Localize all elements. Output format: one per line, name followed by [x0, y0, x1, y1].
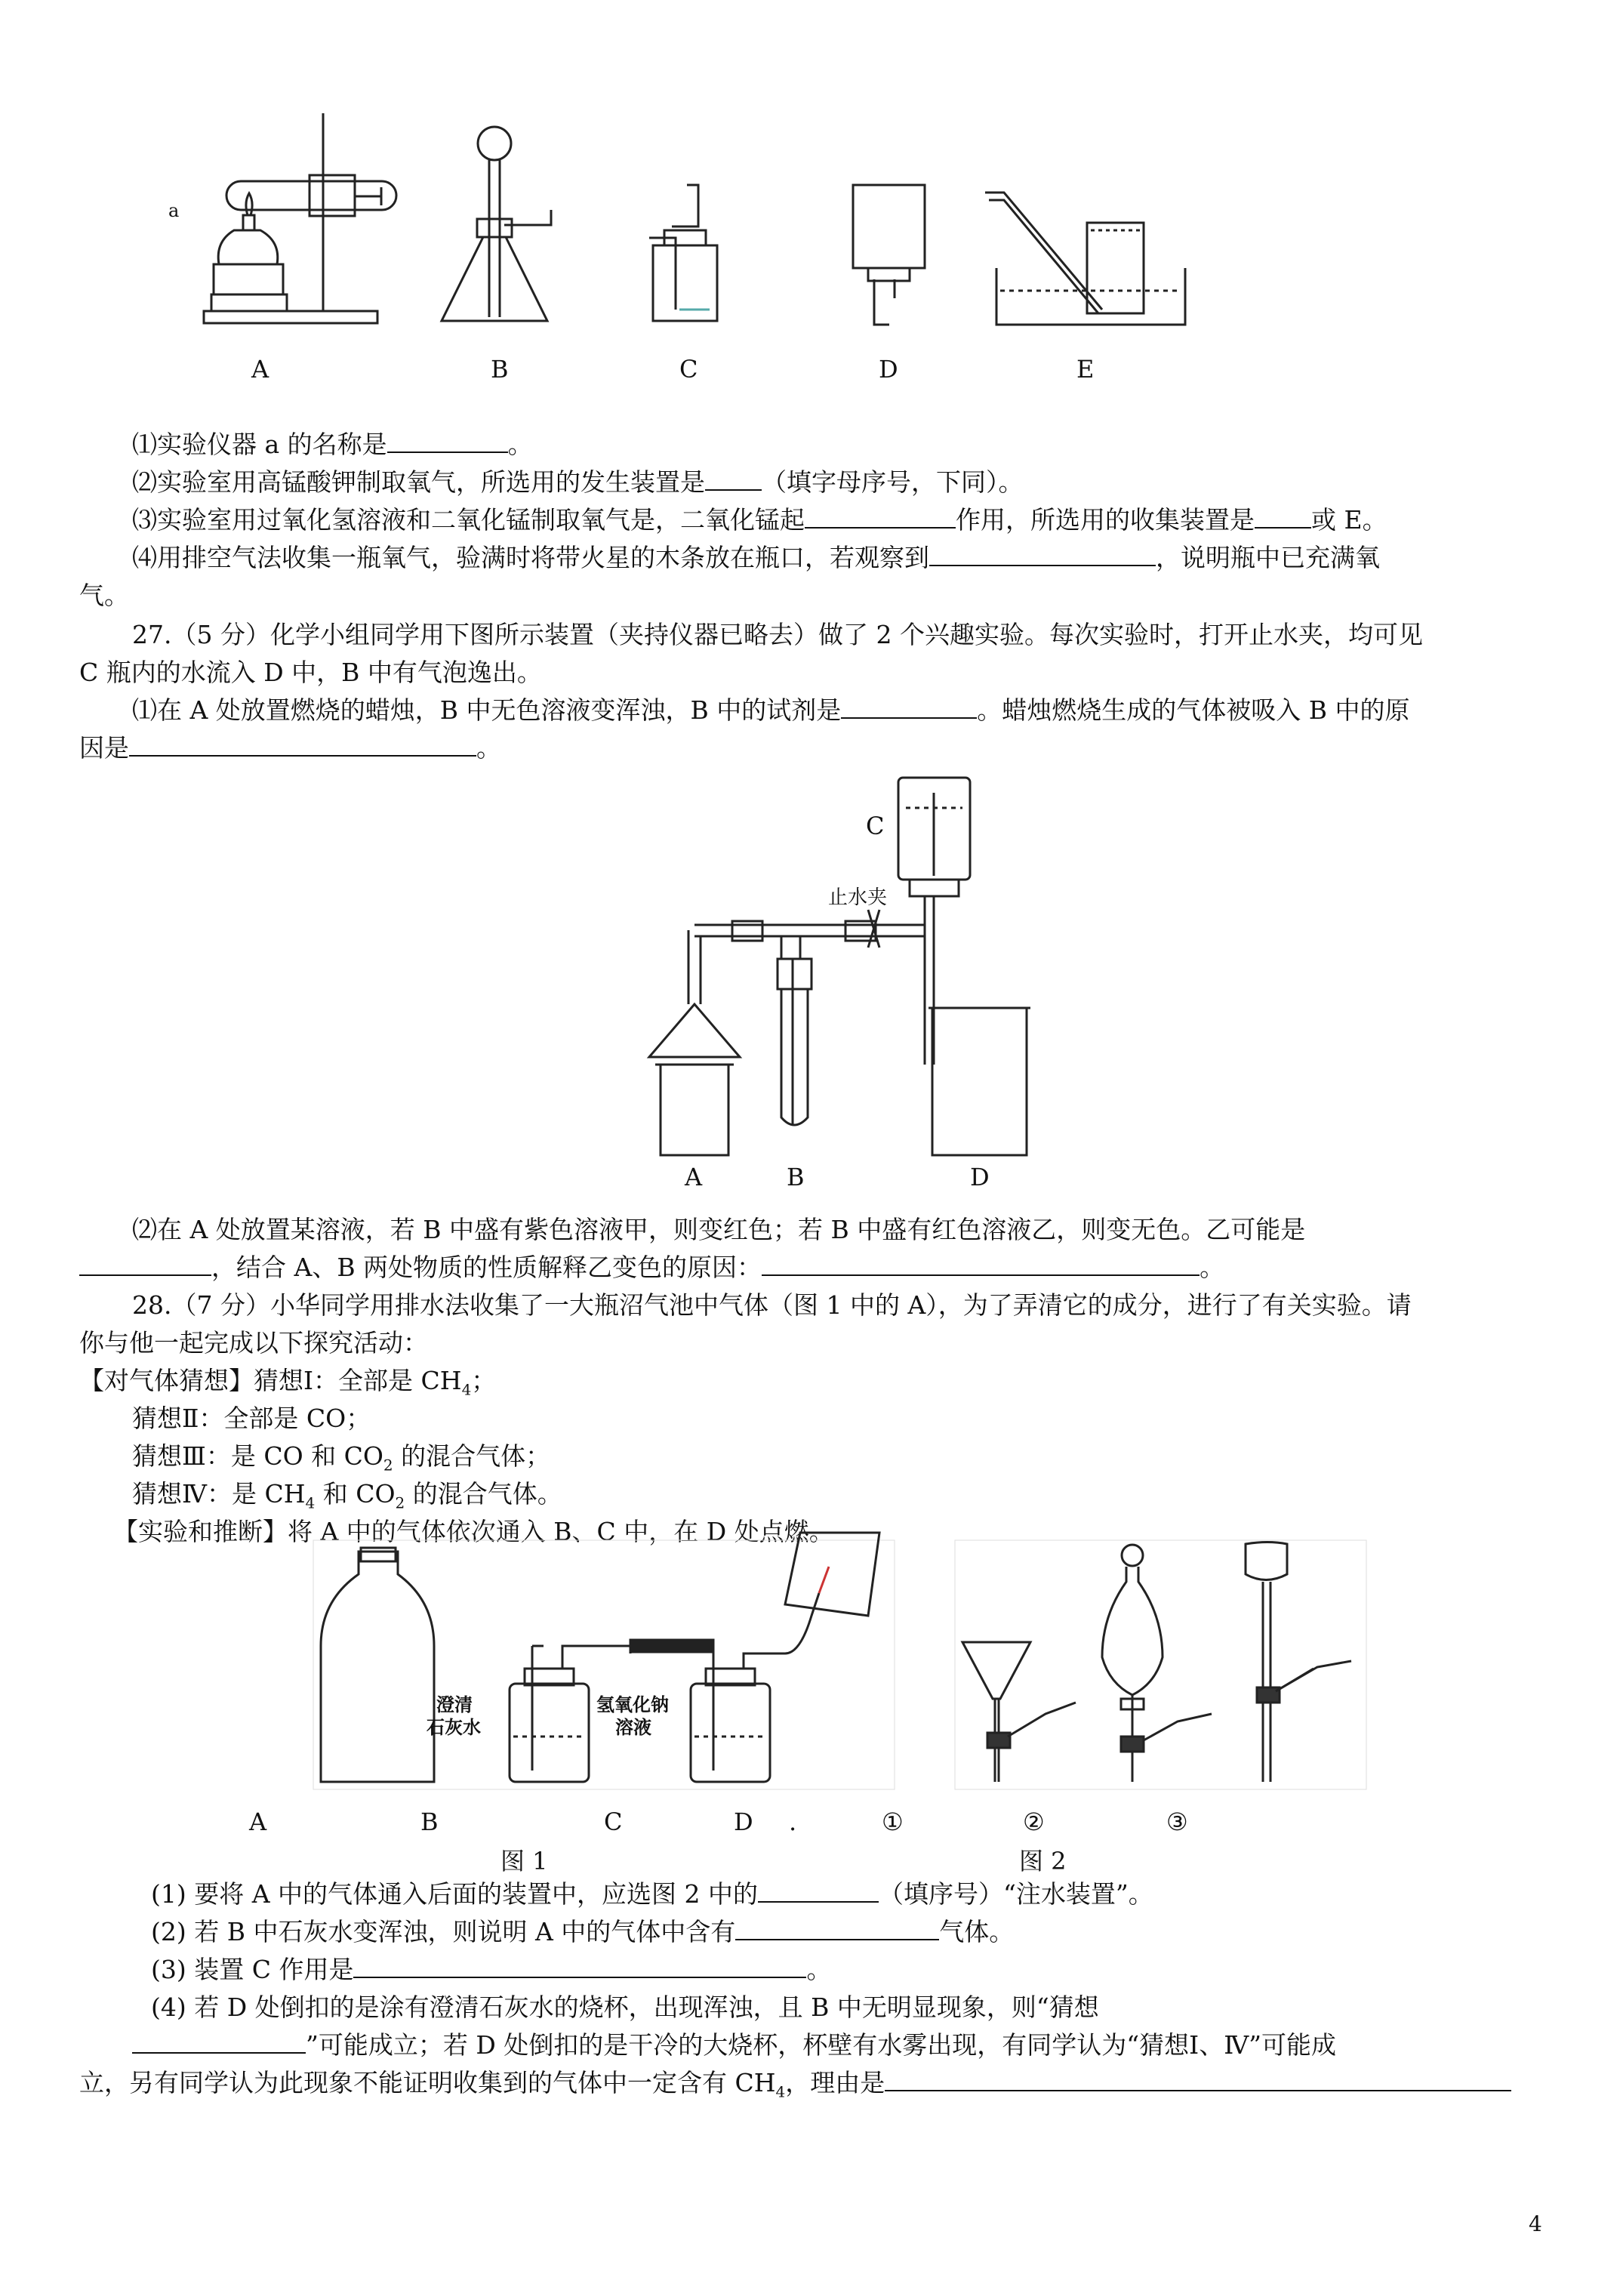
q28-sub4-line3: [79, 2067, 1511, 2108]
q28-guess-3-text: 猜想Ⅲ：是 CO 和 CO: [132, 1441, 383, 1471]
apparatus-label: C: [679, 355, 698, 384]
answer-blank[interactable]: [132, 2029, 306, 2054]
q28-guess-1-end: ；: [471, 1366, 497, 1395]
q28-fig1-label-a: A: [249, 1808, 267, 1836]
q26-sub2-text: ⑵实验室用高锰酸钾制取氧气，所选用的发生装置是: [132, 467, 705, 497]
apparatus-label: E: [1076, 355, 1095, 384]
q27-sub1-cont-end: 。: [476, 733, 501, 763]
q28-intro-1: 28.（7 分）小华同学用排水法收集了一大瓶沼气池中气体（图 1 中的 A），为了弄清它的成分，进行了有关实验。请: [132, 1290, 1412, 1320]
q26-sub1-end: 。: [507, 430, 533, 459]
q28-bottle-b-label-1: 澄清: [436, 1693, 473, 1715]
q28-fig1-label-b: B: [420, 1808, 439, 1836]
q26-sub3-text: ⑶实验室用过氧化氢溶液和二氧化锰制取氧气是，二氧化锰起: [132, 505, 805, 535]
q28-fig2-label-3: ③: [1166, 1808, 1188, 1836]
q28-fig2-label-2: ②: [1023, 1808, 1045, 1836]
q28-fig1-dot: .: [789, 1808, 797, 1836]
q26-sub3-mid: 作用，所选用的收集装置是: [956, 505, 1255, 535]
subscript: 4: [775, 2082, 786, 2101]
q27-sub1-cont-text: 因是: [79, 733, 129, 763]
q27-clamp-label: 止水夹: [828, 886, 888, 909]
q28-guess-3-end: 的混合气体；: [393, 1441, 551, 1471]
answer-blank[interactable]: [758, 1878, 879, 1903]
q28-guess-4-text: 猜想Ⅳ：是 CH: [132, 1479, 306, 1509]
apparatus-label-a-small: a: [168, 200, 180, 221]
q28-fig2-label-1: ①: [882, 1808, 904, 1836]
q27-intro-1: 27.（5 分）化学小组同学用下图所示装置（夹持仪器已略去）做了 2 个兴趣实验。每次实验时，打开止水夹，均可见: [132, 620, 1423, 649]
q28-fig2-caption: 图 2: [1019, 1847, 1067, 1875]
q28-sub4-line2: [132, 2029, 1336, 2061]
q28-sub4-line3-text: 立，另有同学认为此现象不能证明收集到的气体中一定含有 CH: [79, 2068, 776, 2097]
q26-sub2-end: （填字母序号，下同）。: [762, 467, 1024, 497]
q28-sub4-line1: (4) 若 D 处倒扣的是涂有澄清石灰水的烧杯，出现浑浊，且 B 中无明显现象，则“猜想: [151, 1992, 1099, 2022]
q28-guess-4-end: 的混合气体。: [405, 1479, 562, 1509]
q26-sub1-text: ⑴实验仪器 a 的名称是: [132, 430, 387, 459]
answer-blank[interactable]: [885, 2067, 1511, 2091]
q28-guess-1-text: 【对气体猜想】猜想Ⅰ：全部是 CH: [79, 1366, 462, 1395]
q27-label-a: A: [685, 1163, 703, 1191]
q28-sub2-text: (2) 若 B 中石灰水变浑浊，则说明 A 中的气体中含有: [151, 1917, 736, 1946]
q27-sub2-end: 。: [1200, 1253, 1225, 1282]
q26-sub4-text: ⑷用排空气法收集一瓶氧气，验满时将带火星的木条放在瓶口，若观察到: [132, 543, 929, 572]
apparatus-label: A: [251, 355, 269, 384]
q28-fig1-caption: 图 1: [500, 1847, 548, 1875]
subscript: 4: [305, 1493, 316, 1512]
q28-intro-2: 你与他一起完成以下探究活动：: [79, 1328, 428, 1358]
apparatus-label: D: [879, 355, 898, 384]
q27-label-d: D: [970, 1163, 990, 1191]
q26-sub4-end: ，说明瓶中已充满氧: [1156, 543, 1380, 572]
q26-sub3-end: 或 E。: [1311, 505, 1387, 535]
q27-label-c: C: [866, 812, 885, 840]
q28-guess-4-mid: 和 CO: [315, 1479, 396, 1509]
q28-sub3-text: (3) 装置 C 作用是: [151, 1955, 354, 1984]
page-number: 4: [1529, 2211, 1542, 2236]
answer-blank[interactable]: [353, 1954, 806, 1978]
q28-fig1-label-d: D: [734, 1808, 753, 1836]
q28-sub3: [151, 1954, 831, 1986]
q28-sub1: [151, 1878, 1153, 1910]
subscript: 4: [461, 1380, 472, 1399]
q28-bottle-c-label-1: 氢氧化钠: [596, 1693, 669, 1715]
q27-sub2-mid: ，结合 A、B 两处物质的性质解释乙变色的原因：: [211, 1253, 762, 1282]
q28-bottle-b-label-2: 石灰水: [427, 1716, 481, 1738]
q27-sub1-end: 。蜡烛燃烧生成的气体被吸入 B 中的原: [977, 695, 1410, 725]
q28-fig1-label-c: C: [604, 1808, 623, 1836]
subscript: 2: [395, 1493, 405, 1512]
q28-experiment: 【实验和推断】将 A 中的气体依次通入 B、C 中，在 D 处点燃。: [113, 1517, 834, 1546]
q28-bottle-c-label-2: 溶液: [615, 1716, 651, 1738]
q27-sub2-line1: ⑵在 A 处放置某溶液，若 B 中盛有紫色溶液甲，则变红色；若 B 中盛有红色溶液乙，则变无色。乙可能是: [132, 1215, 1306, 1244]
q28-sub4-line2-text: ”可能成立；若 D 处倒扣的是干冷的大烧杯，杯壁有水雾出现，有同学认为“猜想Ⅰ、Ⅳ”可能成: [306, 2030, 1337, 2060]
q28-sub3-end: 。: [806, 1955, 832, 1984]
q28-guess-2: 猜想Ⅱ：全部是 CO；: [132, 1404, 371, 1433]
q26-sub4-cont: 气。: [79, 581, 129, 610]
answer-blank[interactable]: [735, 1916, 939, 1940]
apparatus-label: B: [491, 355, 509, 384]
q28-sub2: [151, 1916, 1014, 1948]
q28-sub4-line3-end: ，理由是: [785, 2068, 885, 2097]
subscript: 2: [383, 1456, 393, 1475]
q27-label-b: B: [787, 1163, 805, 1191]
q28-sub1-text: (1) 要将 A 中的气体通入后面的装置中，应选图 2 中的: [151, 1879, 759, 1909]
q27-intro-2: C 瓶内的水流入 D 中，B 中有气泡逸出。: [79, 658, 542, 687]
q28-sub2-end: 气体。: [939, 1917, 1015, 1946]
q27-sub1-text: ⑴在 A 处放置燃烧的蜡烛，B 中无色溶液变浑浊，B 中的试剂是: [132, 695, 842, 725]
q28-sub1-end: （填序号）“注水装置”。: [879, 1879, 1153, 1909]
